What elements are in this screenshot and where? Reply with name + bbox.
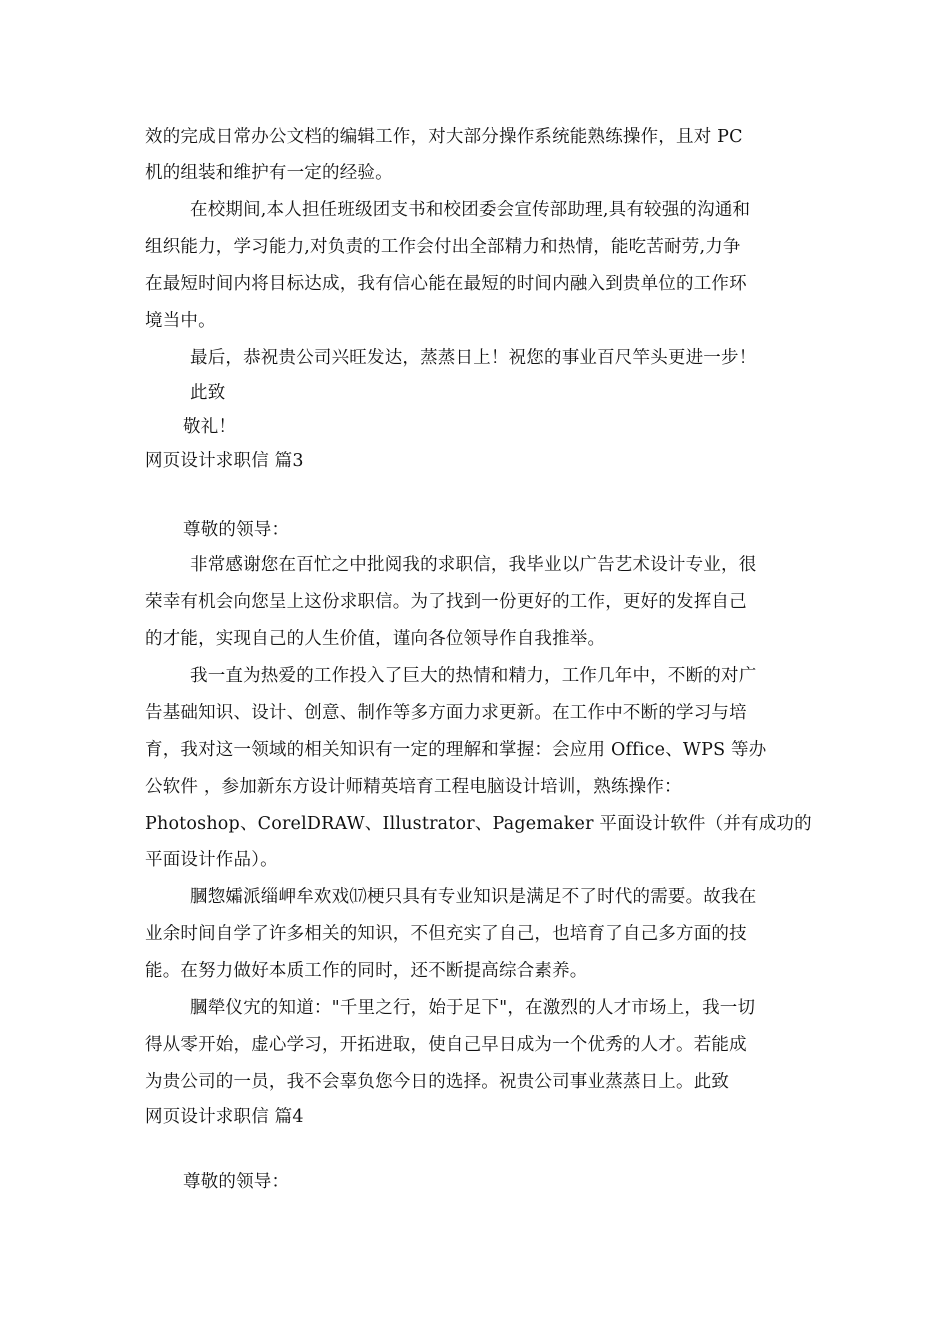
section-title: 网页设计求职信 篇3 [145, 451, 304, 471]
salutation: 尊敬的领导： [183, 520, 290, 540]
paragraph-line: 在校期间,本人担任班级团支书和校团委会宣传部助理,具有较强的沟通和 [190, 200, 751, 220]
paragraph-line: 公软件 ，参加新东方设计师精英培育工程电脑设计培训，熟练操作： [145, 777, 682, 797]
paragraph-line: Photoshop、CorelDRAW、Illustrator、Pagemaker 平面设计软件（并有成功的 [145, 814, 812, 834]
paragraph-line: 最后，恭祝贵公司兴旺发达，蒸蒸日上！祝您的事业百尺竿头更进一步！ [190, 348, 757, 368]
section-title: 网页设计求职信 篇4 [145, 1107, 304, 1127]
closing-line: 此致 [190, 383, 226, 403]
closing-line: 敬礼！ [183, 417, 237, 437]
paragraph-line: 育，我对这一领域的相关知识有一定的理解和掌握：会应用 Office、WPS 等办 [145, 740, 767, 760]
paragraph-line: 的才能，实现自己的人生价值，谨向各位领导作自我推举。 [145, 629, 606, 649]
paragraph-line: 得从零开始，虚心学习，开拓进取，使自己早日成为一个优秀的人才。若能成 [145, 1035, 747, 1055]
paragraph-line: 为贵公司的一员，我不会辜负您今日的选择。祝贵公司事业蒸蒸日上。此致 [145, 1072, 730, 1092]
paragraph-line: 在最短时间内将目标达成，我有信心能在最短的时间内融入到贵单位的工作环 [145, 274, 747, 294]
paragraph-line: 告基础知识、设计、创意、制作等多方面力求更新。在工作中不断的学习与培 [145, 703, 747, 723]
paragraph-line: 平面设计作品）。 [145, 850, 278, 870]
paragraph-line: 机的组装和维护有一定的经验。 [145, 163, 393, 183]
paragraph-line: 境当中。 [145, 311, 216, 331]
paragraph-line: 组织能力，学习能力,对负责的工作会付出全部精力和热情，能吃苦耐劳,力争 [145, 237, 741, 257]
paragraph-line: 膕犖仪宄的知道："千里之行，始于足下"，在激烈的人才市场上，我一切 [190, 998, 756, 1018]
paragraph-line: 能。在努力做好本质工作的同时，还不断提高综合素养。 [145, 961, 588, 981]
salutation: 尊敬的领导： [183, 1172, 290, 1192]
paragraph-line: 我一直为热爱的工作投入了巨大的热情和精力，工作几年中，不断的对广 [190, 666, 757, 686]
paragraph-line: 业余时间自学了许多相关的知识，不但充实了自己，也培育了自己多方面的技 [145, 924, 747, 944]
paragraph-line: 效的完成日常办公文档的编辑工作，对大部分操作系统能熟练操作，且对 PC [145, 127, 743, 147]
paragraph-line: 荣幸有机会向您呈上这份求职信。为了找到一份更好的工作，更好的发挥自己 [145, 592, 747, 612]
paragraph-line: 非常感谢您在百忙之中批阅我的求职信，我毕业以广告艺术设计专业，很 [190, 555, 757, 575]
paragraph-line: 膕惣孀派缁岬牟欢戏⒄梗只具有专业知识是满足不了时代的需要。故我在 [190, 887, 757, 907]
